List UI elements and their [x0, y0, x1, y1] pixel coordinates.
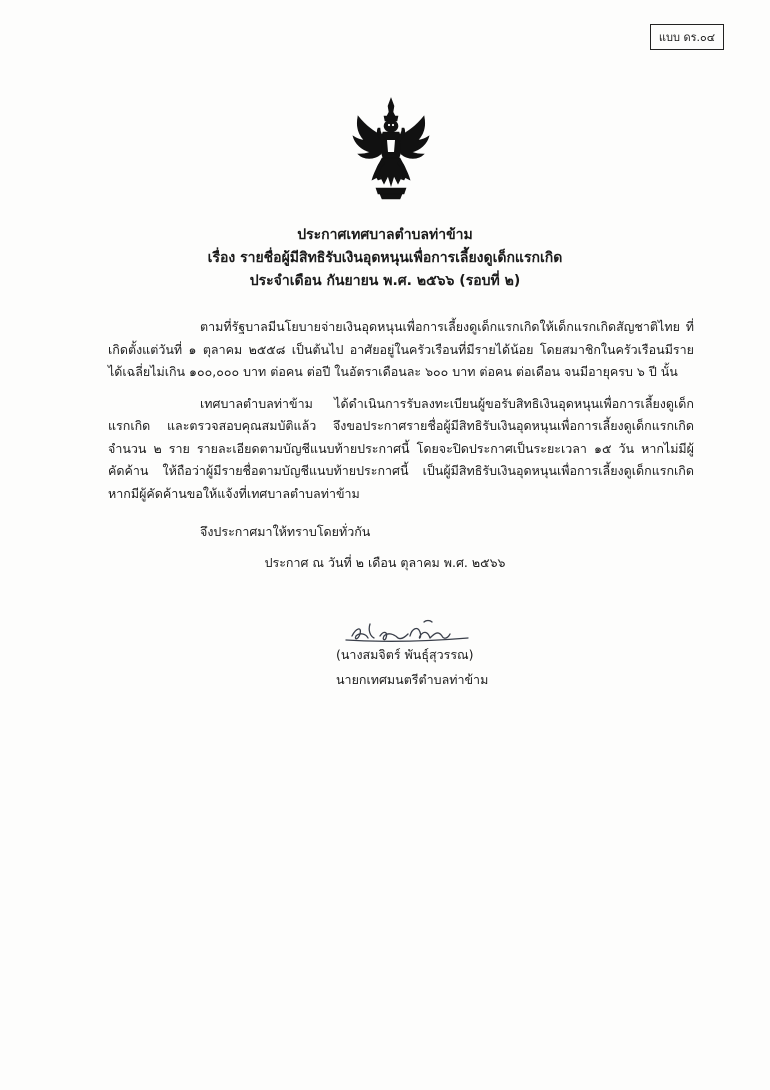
announcement-title [0, 224, 770, 293]
body-paragraph-1: ตามที่รัฐบาลมีนโยบายจ่ายเงินอุดหนุนเพื่อการเลี้ยงดูเด็กแรกเกิดให้เด็กแรกเกิดสัญชาติไทย ที่เกิดตั้งแต่วันที่ ๑ ตุลาคม ๒๕๕๘ เป็นต้นไป อาศัยอยู่ในครัวเรือนที่มีรายได้น้อย โดยสมาชิกในครัวเรือนมีรายได้เฉลี่ยไม่เกิน ๑๐๐,๐๐๐ บาท ต่อคน ต่อปี ในอัตราเดือนละ ๖๐๐ บาท ต่อคน ต่อเดือน จนมีอายุครบ ๖ ปี นั้น [108, 319, 694, 379]
body-paragraph-2: เทศบาลตำบลท่าข้าม ได้ดำเนินการรับลงทะเบียนผู้ขอรับสิทธิเงินอุดหนุนเพื่อการเลี้ยงดูเด็กแรกเกิด และตรวจสอบคุณสมบัติแล้ว จึงขอประกาศรายชื่อผู้มีสิทธิรับเงินอุดหนุนเพื่อการเลี้ยงดูเด็กแรกเกิด จำนวน ๒ ราย รายละเอียดตามบัญชีแนบท้ายประกาศนี้ โดยจะปิดประกาศเป็นระยะเวลา ๑๕ วัน หากไม่มีผู้คัดค้าน ให้ถือว่าผู้มีรายชื่อตามบัญชีแนบท้ายประกาศนี้ เป็นผู้มีสิทธิรับเงินอุดหนุนเพื่อการเลี้ยงดูเด็กแรกเกิด หากมีผู้คัดค้านขอให้แจ้งที่เทศบาลตำบลท่าข้าม [108, 395, 694, 501]
title-subject: เรื่อง รายชื่อผู้มีสิทธิรับเงินอุดหนุนเพื่อการเลี้ยงดูเด็กแรกเกิด [207, 250, 563, 266]
title-issuer: ประกาศเทศบาลตำบลท่าข้าม [297, 227, 473, 243]
announcement-date: ประกาศ ณ วันที่ ๒ เดือน ตุลาคม พ.ศ. ๒๕๖๖ [264, 555, 506, 570]
garuda-emblem-icon [350, 96, 432, 200]
form-code-box: แบบ ดร.๐๔ [650, 24, 724, 50]
title-period: ประจำเดือน กันยายน พ.ศ. ๒๕๖๖ (รอบที่ ๒) [249, 273, 521, 289]
signer-name: (นางสมจิตร์ พันธุ์สุวรรณ) [336, 647, 474, 662]
announcement-body [108, 316, 694, 514]
closing-statement: จึงประกาศมาให้ทราบโดยทั่วกัน [200, 524, 371, 539]
signer-position: นายกเทศมนตรีตำบลท่าข้าม [336, 672, 489, 687]
